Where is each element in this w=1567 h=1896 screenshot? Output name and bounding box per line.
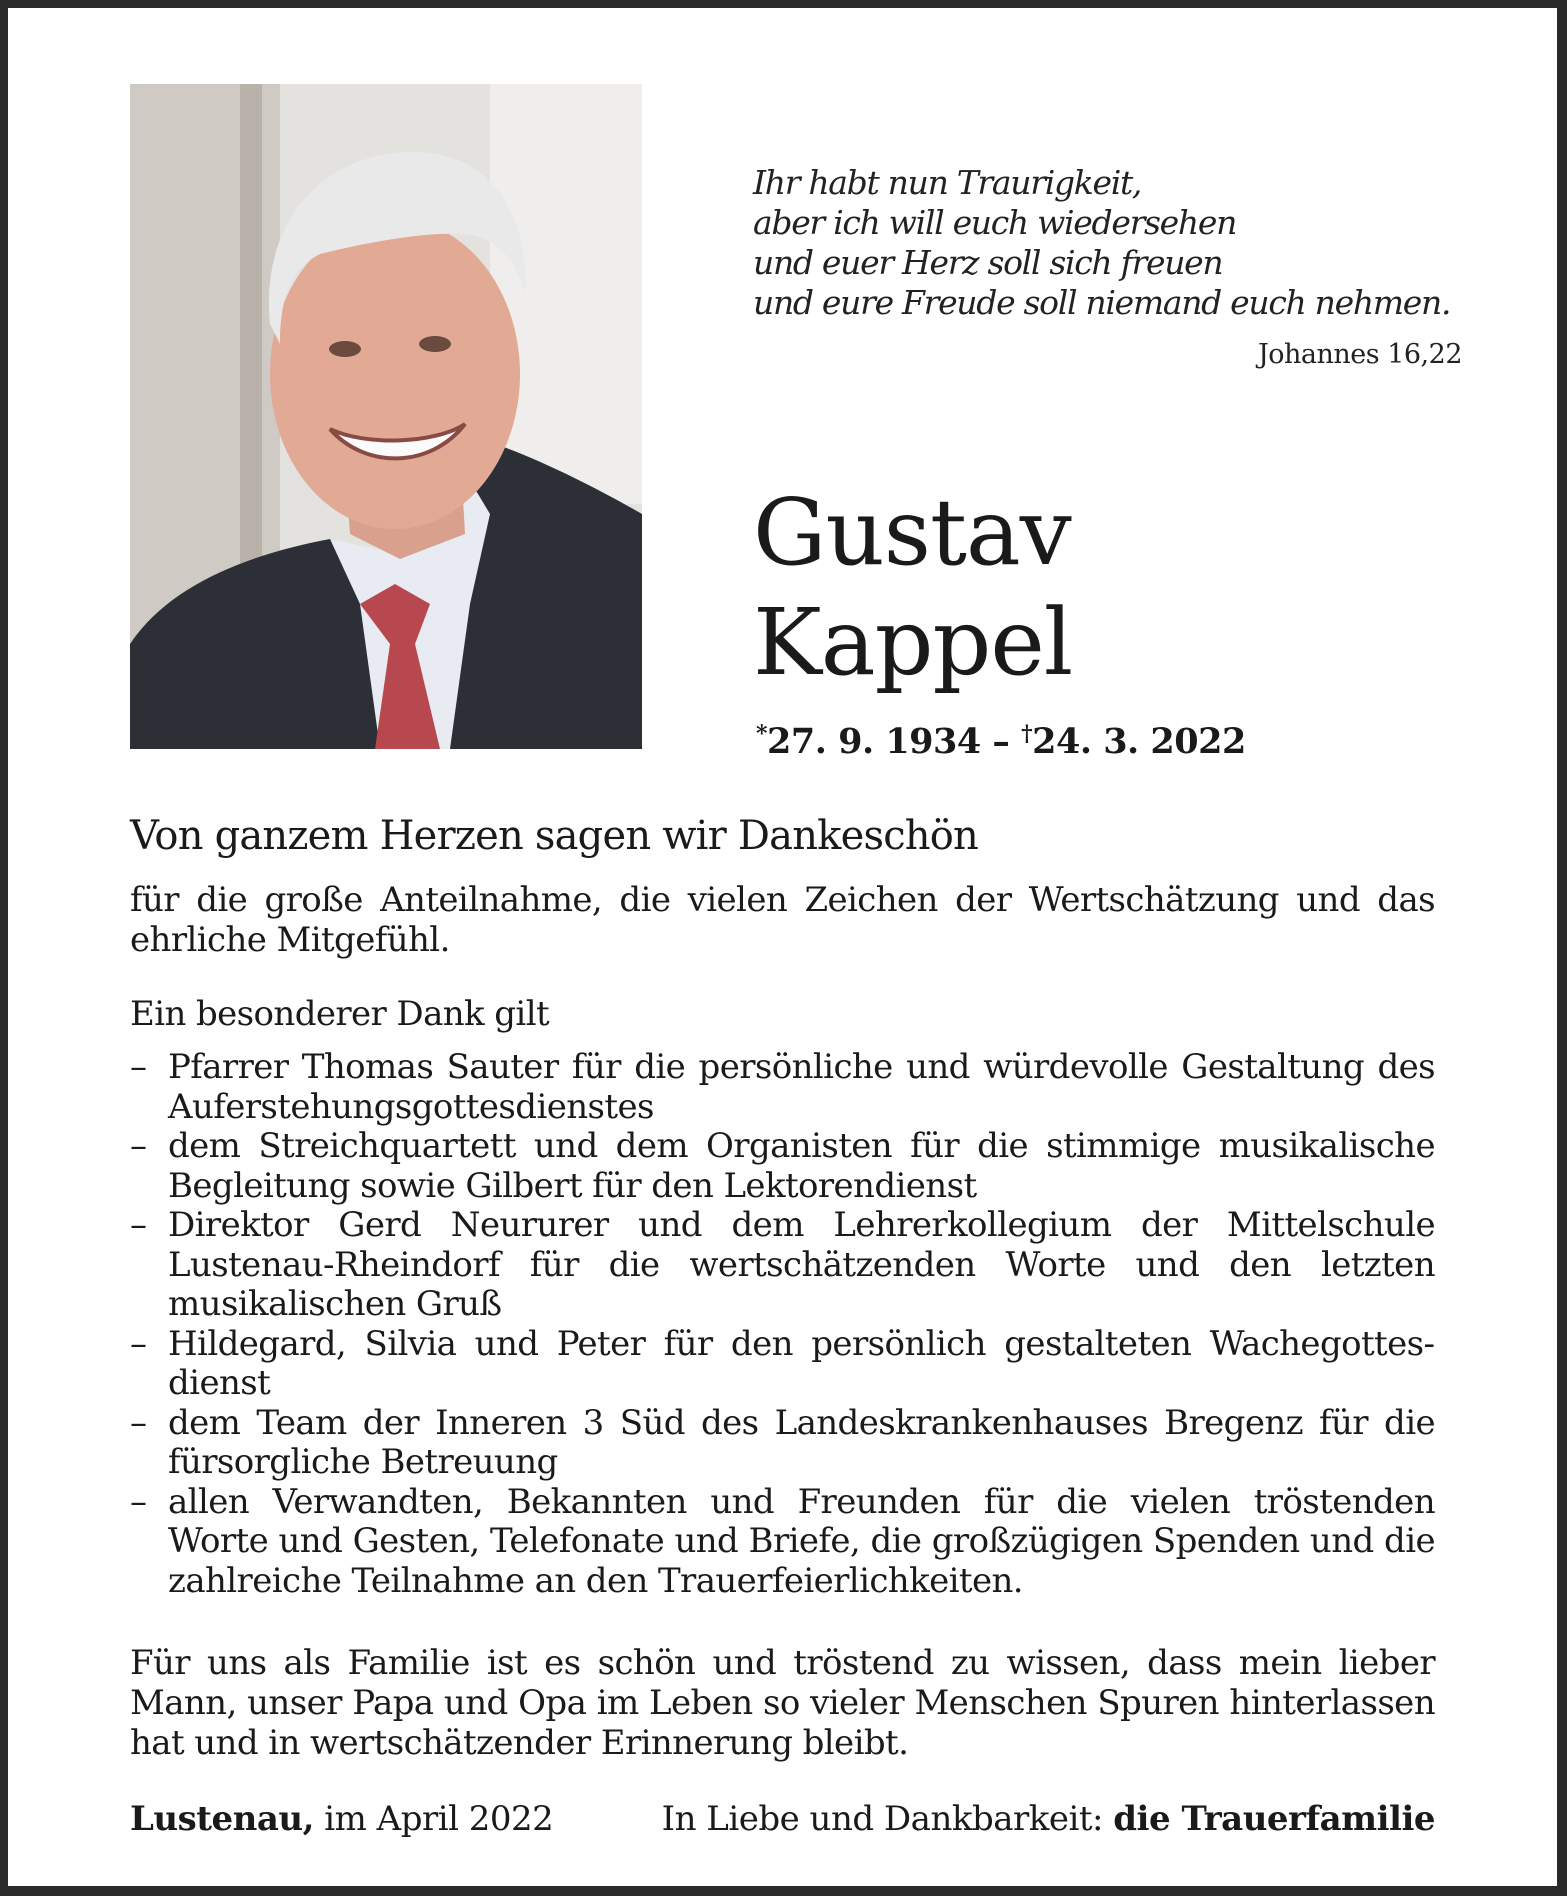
date: im April 2022 (313, 1799, 554, 1839)
list-item (130, 1404, 1435, 1483)
verse-source: Johannes 16,22 (1257, 339, 1462, 370)
list-item-text: allen Verwandten, Bekannten und Freunden für die vielen tröstenden Worte und Gesten, Telefonate und Briefe, die großzügigen Spenden und die zahlreiche Teilnahme an den Trauerfeierlichkeiten. (168, 1481, 1435, 1601)
special-thanks-intro: Ein besonderer Dank gilt (130, 994, 550, 1034)
deceased-name (753, 478, 1072, 698)
verse-line: aber ich will euch wiedersehen (753, 203, 1237, 242)
intro-paragraph: für die große Anteilnahme, die vielen Zeichen der Wertschätzung und das ehrliche Mitgefühl. (130, 880, 1435, 960)
death-mark: † (1021, 721, 1033, 747)
signoff-text: In Liebe und Dankbarkeit: (661, 1799, 1114, 1839)
list-item (130, 1048, 1435, 1127)
list-item (130, 1206, 1435, 1325)
life-dates (756, 721, 1246, 762)
death-date: 24. 3. 2022 (1032, 721, 1246, 762)
dash: – (130, 1047, 147, 1087)
verse-line: und eure Freude soll niemand euch nehmen. (753, 283, 1451, 322)
birth-date: 27. 9. 1934 (767, 721, 981, 762)
list-item-text: Pfarrer Thomas Sauter für die persönliche und würdevolle Gestaltung des Auferstehungsgottesdienstes (168, 1047, 1435, 1127)
dash: – (130, 1323, 147, 1364)
list-item-text: Hildegard, Silvia und Peter für den persönlich gestalteten Wachegottesdienst (168, 1323, 1435, 1403)
dash: – (130, 1205, 147, 1245)
list-item-text: dem Streichquartett und dem Organisten für die stimmige musikalische Begleitung sowie Gilbert für den Lektorendienst (168, 1126, 1435, 1206)
closing-paragraph: Für uns als Familie ist es schön und tröstend zu wissen, dass mein lieber Mann, unser Papa und Opa im Leben so vieler Menschen Spuren hinterlassen hat und in wertschätzender Erinnerung bleibt. (130, 1643, 1435, 1763)
signoff (662, 1799, 1435, 1839)
list-item (130, 1325, 1435, 1404)
bible-verse (753, 163, 1473, 323)
list-item-text: dem Team der Inneren 3 Süd des Landeskrankenhauses Bregenz für die fürsorgliche Betreuung (168, 1402, 1435, 1482)
list-item-text: Direktor Gerd Neururer und dem Lehrerkollegium der Mittelschule Lustenau-Rheindorf für die wertschätzenden Worte und den letzten musikalischen Gruß (168, 1205, 1435, 1324)
family-signature: die Trauerfamilie (1113, 1799, 1435, 1839)
list-item (130, 1127, 1435, 1206)
date-separator: – (980, 721, 1022, 762)
verse-line: und euer Herz soll sich freuen (753, 243, 1223, 282)
place: Lustenau, (130, 1799, 314, 1839)
verse-line: Ihr habt nun Traurigkeit, (753, 163, 1142, 202)
thanks-list (130, 1048, 1435, 1601)
dash: – (130, 1126, 147, 1166)
dash: – (130, 1402, 147, 1443)
list-item (130, 1483, 1435, 1602)
first-name: Gustav (753, 479, 1071, 586)
thanks-headline: Von ganzem Herzen sagen wir Dankeschön (130, 813, 978, 859)
dash: – (130, 1481, 147, 1522)
place-date (130, 1799, 553, 1839)
portrait-photo (130, 84, 642, 749)
last-name: Kappel (753, 589, 1073, 696)
birth-mark: * (756, 721, 768, 747)
obituary-card (8, 8, 1557, 1886)
